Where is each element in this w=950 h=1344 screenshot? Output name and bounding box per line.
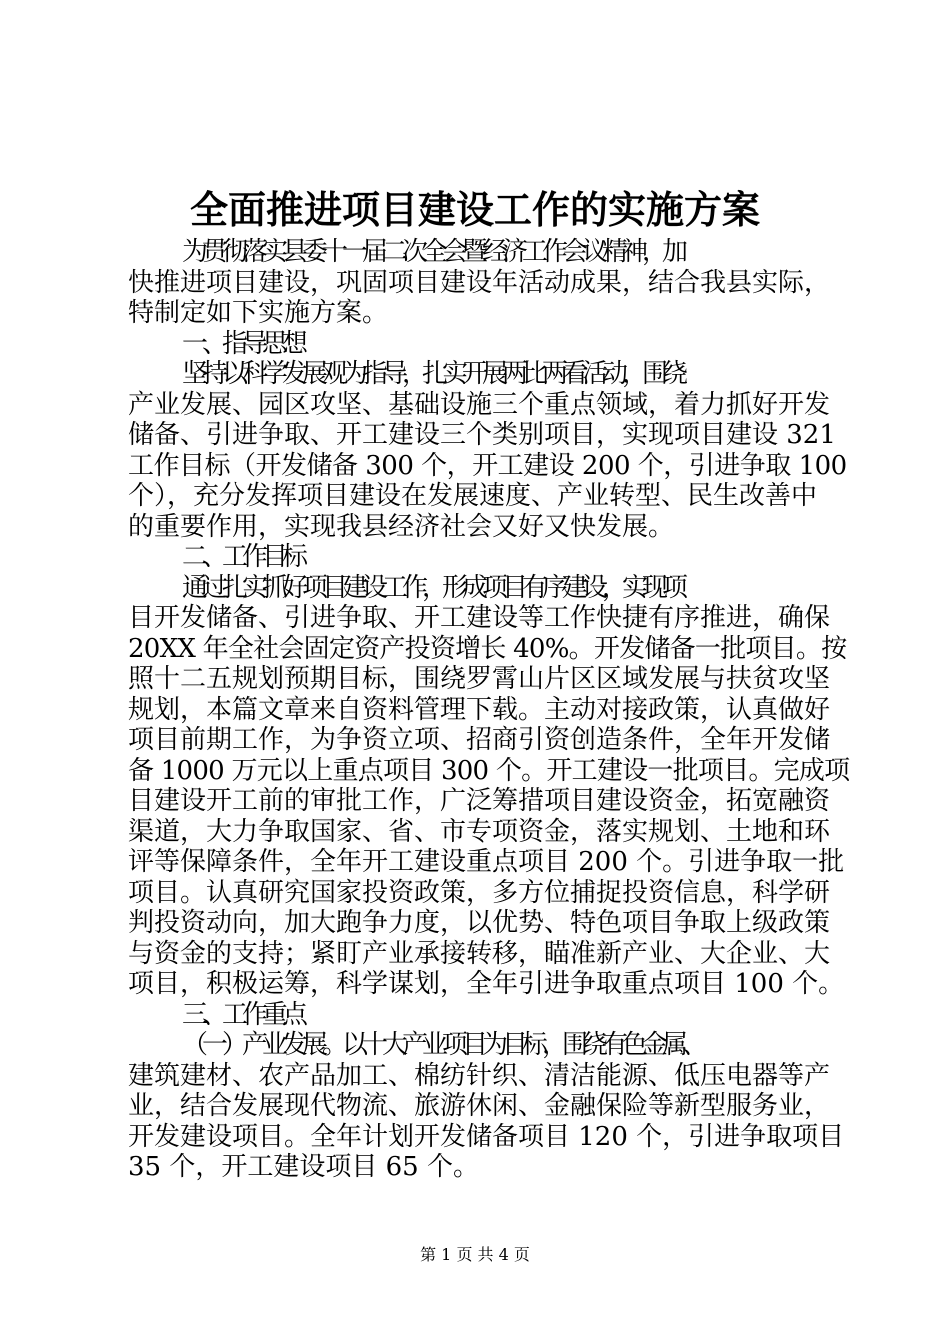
text-line: 与资金的支持；紧盯产业承接转移，瞄准新产业、大企业、大: [128, 938, 831, 969]
text-line: 备 1000 万元以上重点项目 300 个。开工建设一批项目。完成项: [128, 755, 850, 786]
text-line: 目建设开工前的审批工作，广泛筹措项目建设资金，拓宽融资: [128, 786, 831, 816]
text-line: 项目。认真研究国家投资政策，多方位捕捉投资信息，科学研: [128, 877, 831, 908]
page-title: 全面推进项目建设工作的实施方案: [189, 187, 760, 232]
text-line: 规划，本篇文章来自资料管理下载。主动对接政策，认真做好: [128, 694, 831, 725]
text-line: 产业发展、园区攻坚、基础设施三个重点领域，着力抓好开发: [128, 389, 831, 420]
text-line: 开发建设项目。全年计划开发储备项目 120 个，引进争取项目: [128, 1121, 845, 1152]
text-line: 三、工作重点: [182, 999, 303, 1030]
text-line: 业，结合发展现代物流、旅游休闲、金融保险等新型服务业，: [128, 1091, 831, 1121]
document-body: [128, 237, 848, 1183]
text-line: 为贯彻落实县委十一届二次全会暨经济工作会议精神，加: [182, 237, 683, 267]
text-line: 二、工作目标: [182, 542, 303, 572]
text-line: 项目，积极运筹，科学谋划，全年引进争取重点项目 100 个。: [128, 969, 845, 999]
page-footer: 第 1 页 共 4 页: [420, 1245, 530, 1264]
text-line: 的重要作用，实现我县经济社会又好又快发展。: [128, 511, 675, 542]
text-line: 目开发储备、引进争取、开工建设等工作快捷有序推进，确保: [128, 603, 831, 633]
text-line: 通过扎实抓好项目建设工作，形成项目有序建设，实现项: [182, 572, 683, 603]
text-line: 评等保障条件，全年开工建设重点项目 200 个。引进争取一批: [128, 847, 845, 877]
text-line: 工作目标（开发储备 300 个，开工建设 200 个，引进争取 100: [128, 450, 847, 481]
text-line: 坚持以科学发展观为指导，扎实开展两比两看活动，围绕: [182, 359, 683, 389]
text-line: 项目前期工作，为争资立项、招商引资创造条件，全年开发储: [128, 725, 831, 755]
text-line: 建筑建材、农产品加工、棉纺针织、清洁能源、低压电器等产: [128, 1060, 831, 1091]
text-line: 20XX 年全社会固定资产投资增长 40%。开发储备一批项目。按: [128, 633, 847, 664]
text-line: 35 个，开工建设项目 65 个。: [128, 1152, 479, 1182]
text-line: 储备、引进争取、开工建设三个类别项目，实现项目建设 321: [128, 420, 836, 450]
text-line: 判投资动向，加大跑争力度，以优势、特色项目争取上级政策: [128, 908, 831, 938]
text-line: 一、指导思想: [182, 328, 303, 359]
text-line: 渠道，大力争取国家、省、市专项资金，落实规划、土地和环: [128, 816, 831, 847]
text-line: （一）产业发展。以十大产业项目为目标，围绕有色金属、: [182, 1030, 703, 1060]
text-line: 个），充分发挥项目建设在发展速度、产业转型、民生改善中: [128, 481, 818, 511]
text-line: 特制定如下实施方案。: [128, 298, 389, 328]
text-line: 照十二五规划预期目标，围绕罗霄山片区区域发展与扶贫攻坚: [128, 664, 831, 694]
text-line: 快推进项目建设，巩固项目建设年活动成果，结合我县实际，: [128, 267, 831, 298]
